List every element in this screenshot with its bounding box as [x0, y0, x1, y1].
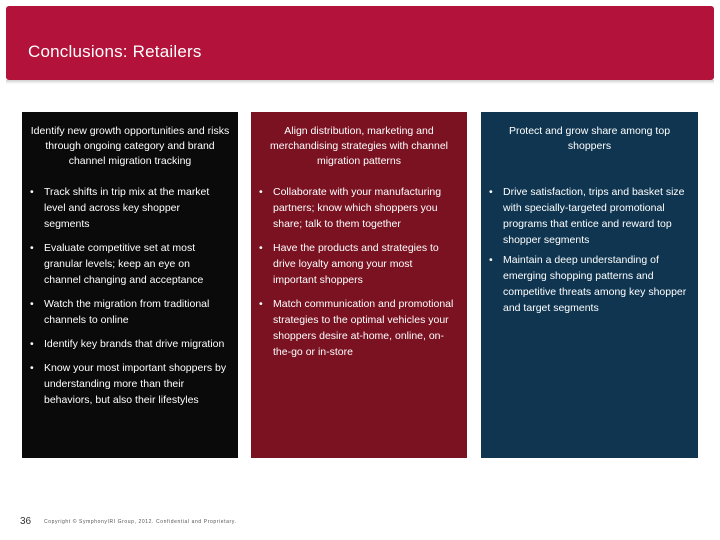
- list-item: [30, 240, 228, 288]
- slide-title: Conclusions: Retailers: [28, 42, 202, 61]
- list-item: [489, 252, 688, 316]
- column-growth-opportunities: [22, 112, 238, 458]
- bullet-icon: •: [30, 298, 34, 310]
- bullet-icon: •: [259, 298, 263, 310]
- bullet-icon: •: [30, 186, 34, 198]
- column-protect-share: [481, 112, 698, 458]
- bullet-icon: •: [30, 362, 34, 374]
- list-item-text: Match communication and promotional strategies to the optimal vehicles your shoppers desire at-home, online, on-the-go or in-store: [273, 298, 454, 358]
- bullet-list: [251, 170, 467, 360]
- bullet-list: [22, 170, 238, 408]
- copyright-notice: Copyright © SymphonyIRI Group, 2012. Confidential and Proprietary.: [44, 519, 237, 525]
- bullet-icon: •: [259, 186, 263, 198]
- list-item: [30, 360, 228, 408]
- bullet-icon: •: [489, 186, 493, 198]
- bullet-icon: •: [259, 242, 263, 254]
- list-item-text: Evaluate competitive set at most granular levels; keep an eye on channel changing and acceptance: [44, 242, 204, 286]
- list-item: [259, 184, 457, 232]
- bullet-icon: •: [30, 242, 34, 254]
- list-item-text: Watch the migration from traditional channels to online: [44, 298, 210, 326]
- list-item-text: Track shifts in trip mix at the market level and across key shopper segments: [44, 186, 210, 230]
- bullet-icon: •: [489, 254, 493, 266]
- bullet-list: [481, 170, 698, 316]
- list-item: [30, 296, 228, 328]
- column-align-distribution: [251, 112, 467, 458]
- list-item: [30, 336, 228, 352]
- title-shadow: [6, 80, 714, 84]
- list-item-text: Know your most important shoppers by understanding more than their behaviors, but also their lifestyles: [44, 362, 227, 406]
- list-item: [30, 184, 228, 232]
- list-item: [259, 296, 457, 360]
- list-item: [259, 240, 457, 288]
- list-item-text: Drive satisfaction, trips and basket size with specially-targeted promotional programs that entice and reward top shopper segments: [503, 186, 685, 246]
- bullet-icon: •: [30, 338, 34, 350]
- list-item-text: Collaborate with your manufacturing partners; know which shoppers you share; talk to them together: [273, 186, 442, 230]
- list-item-text: Identify key brands that drive migration: [44, 338, 225, 350]
- list-item-text: Maintain a deep understanding of emerging shopping patterns and competitive threats among key shopper and target segments: [503, 254, 687, 314]
- page-number: 36: [20, 516, 32, 527]
- list-item-text: Have the products and strategies to drive loyalty among your most important shoppers: [273, 242, 439, 286]
- list-item: [489, 184, 688, 248]
- column-heading: Identify new growth opportunities and risks through ongoing category and brand channel migration tracking: [30, 125, 230, 167]
- column-heading: Protect and grow share among top shoppers: [508, 125, 671, 152]
- column-heading: Align distribution, marketing and merchandising strategies with channel migration patterns: [269, 125, 448, 167]
- title-bar: [6, 6, 714, 80]
